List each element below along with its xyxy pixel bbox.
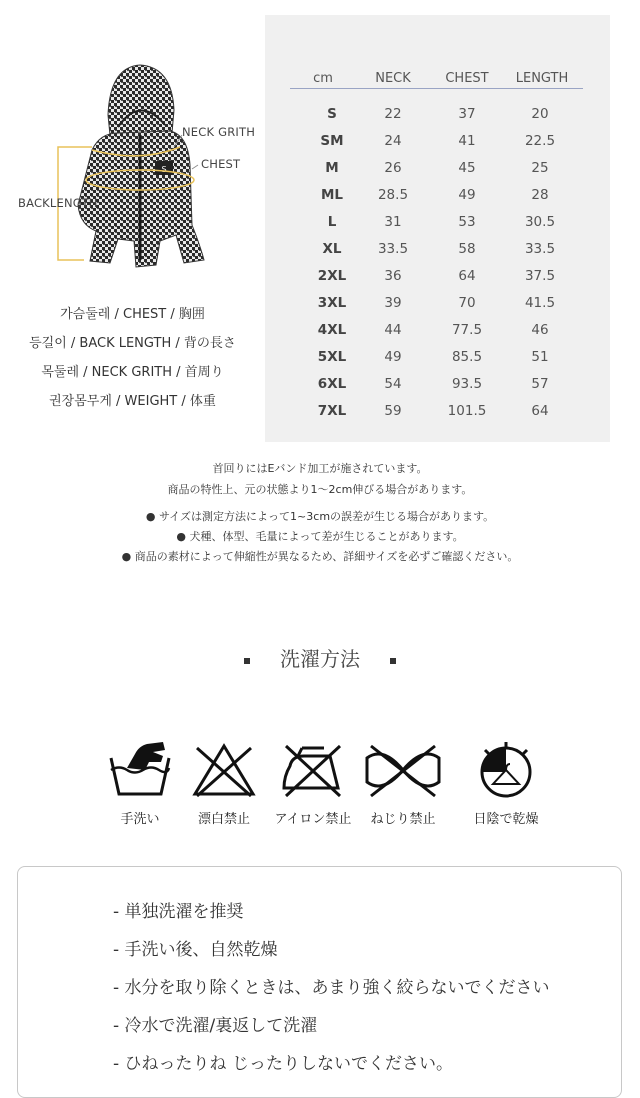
note-line: 首回りにはEバンド加工が施されています。 [212,462,428,475]
no-wring-label: ねじり禁止 [370,812,436,827]
chest-cell: 53 [458,214,476,230]
neck-cell: 24 [384,133,402,149]
chest-cell: 77.5 [451,322,483,338]
neck-cell: 33.5 [377,241,409,257]
title-bullet-left [244,658,250,664]
chest-cell: 101.5 [447,403,487,419]
table-row [265,214,610,241]
length-cell: 33.5 [524,241,556,257]
chest-cell: 85.5 [451,349,483,365]
size-cell: 7XL [317,403,347,419]
chest-cell: 58 [458,241,476,257]
measure-neck: 목둘레 / NECK GRITH / 首周り [41,365,224,380]
measure-chest: 가슴둘레 / CHEST / 胸囲 [60,307,205,322]
length-cell: 28 [531,187,549,203]
note-line: 商品の特性上、元の状態より1～2cm伸びる場合があります。 [167,483,473,496]
table-row [265,106,610,133]
shade-dry-label: 日陰で乾燥 [473,812,539,827]
care-list [113,897,550,1087]
chest-cell: 93.5 [451,376,483,392]
back-length-label: BACKLENGTH [18,196,98,210]
chest-cell: 64 [458,268,476,284]
size-cell: 2XL [317,268,347,284]
chest-label: CHEST [201,157,241,171]
note-line: ● 犬種、体型、毛量によって差が生じることがあります。 [176,530,464,543]
size-cell: ML [320,187,344,203]
care-item: - 単独洗濯を推奨 [113,902,244,922]
size-cell: 3XL [317,295,347,311]
care-item: - ひねったりね じったりしないでください。 [113,1054,453,1074]
chest-cell: 41 [458,133,476,149]
neck-cell: 28.5 [377,187,409,203]
table-row [265,241,610,268]
size-header-chest: CHEST [445,71,489,86]
wash-instruction-no-iron [268,740,358,827]
size-cell: 5XL [317,349,347,365]
size-cell: S [327,106,337,122]
neck-cell: 36 [384,268,402,284]
care-instructions-box [17,866,622,1098]
length-cell: 51 [531,349,549,365]
wash-instruction-hand-wash [95,740,185,827]
size-cell: SM [320,133,344,149]
table-row [265,322,610,349]
neck-cell: 44 [384,322,402,338]
neck-cell: 59 [384,403,402,419]
hand-wash-icon [105,740,175,800]
table-row [265,349,610,376]
size-header-unit: cm [313,71,333,86]
hand-wash-label: 手洗い [120,812,160,827]
length-cell: 30.5 [524,214,556,230]
measure-weight: 권장몸무게 / WEIGHT / 体重 [49,394,216,409]
header-divider [290,88,583,89]
length-cell: 20 [531,106,549,122]
neck-cell: 22 [384,106,402,122]
neck-cell: 54 [384,376,402,392]
neck-grith-label: NECK GRITH [182,125,256,139]
no-iron-icon [278,740,348,800]
neck-cell: 31 [384,214,402,230]
table-row [265,133,610,160]
svg-text:S: S [161,165,167,174]
shade-dry-icon [471,740,541,800]
washing-title-text: 洗濯方法 [280,647,360,671]
length-cell: 25 [531,160,549,176]
care-item: - 冷水で洗濯/裏返して洗濯 [113,1016,318,1036]
chest-cell: 49 [458,187,476,203]
no-wring-icon [363,740,443,800]
size-header-length: LENGTH [515,71,569,86]
size-cell: 4XL [317,322,347,338]
table-row [265,160,610,187]
length-cell: 37.5 [524,268,556,284]
note-line: ● 商品の素材によって伸縮性が異なるため、詳細サイズを必ずご確認ください。 [121,550,519,563]
care-item: - 手洗い後、自然乾燥 [113,940,278,960]
title-bullet-right [390,658,396,664]
size-cell: XL [322,241,342,257]
no-bleach-label: 漂白禁止 [197,812,250,827]
size-cell: M [325,160,339,176]
table-row [265,187,610,214]
length-cell: 64 [531,403,549,419]
size-cell: L [327,214,337,230]
size-notes [0,460,640,568]
wash-instruction-no-bleach [179,740,269,827]
measure-back-length: 등길이 / BACK LENGTH / 背の長さ [29,336,236,351]
length-cell: 22.5 [524,133,556,149]
size-table [265,15,610,442]
length-cell: 41.5 [524,295,556,311]
neck-cell: 26 [384,160,402,176]
length-cell: 46 [531,322,549,338]
no-iron-label: アイロン禁止 [274,812,352,827]
neck-cell: 39 [384,295,402,311]
neck-cell: 49 [384,349,402,365]
chest-cell: 37 [458,106,476,122]
note-line: ● サイズは測定方法によって1~3cmの誤差が生じる場合があります。 [145,510,495,523]
table-row [265,295,610,322]
no-bleach-icon [189,740,259,800]
chest-cell: 45 [458,160,476,176]
length-cell: 57 [531,376,549,392]
table-row [265,268,610,295]
care-item: - 水分を取り除くときは、あまり強く絞らないでください [113,978,550,998]
table-row [265,376,610,403]
size-header-neck: NECK [375,71,411,86]
garment-diagram [0,55,260,285]
measurement-legend [0,300,265,416]
washing-section-title [0,643,640,672]
size-cell: 6XL [317,376,347,392]
wash-instruction-no-wring [358,740,448,827]
wash-instruction-shade-dry [461,740,551,827]
chest-cell: 70 [458,295,476,311]
table-row [265,403,610,430]
